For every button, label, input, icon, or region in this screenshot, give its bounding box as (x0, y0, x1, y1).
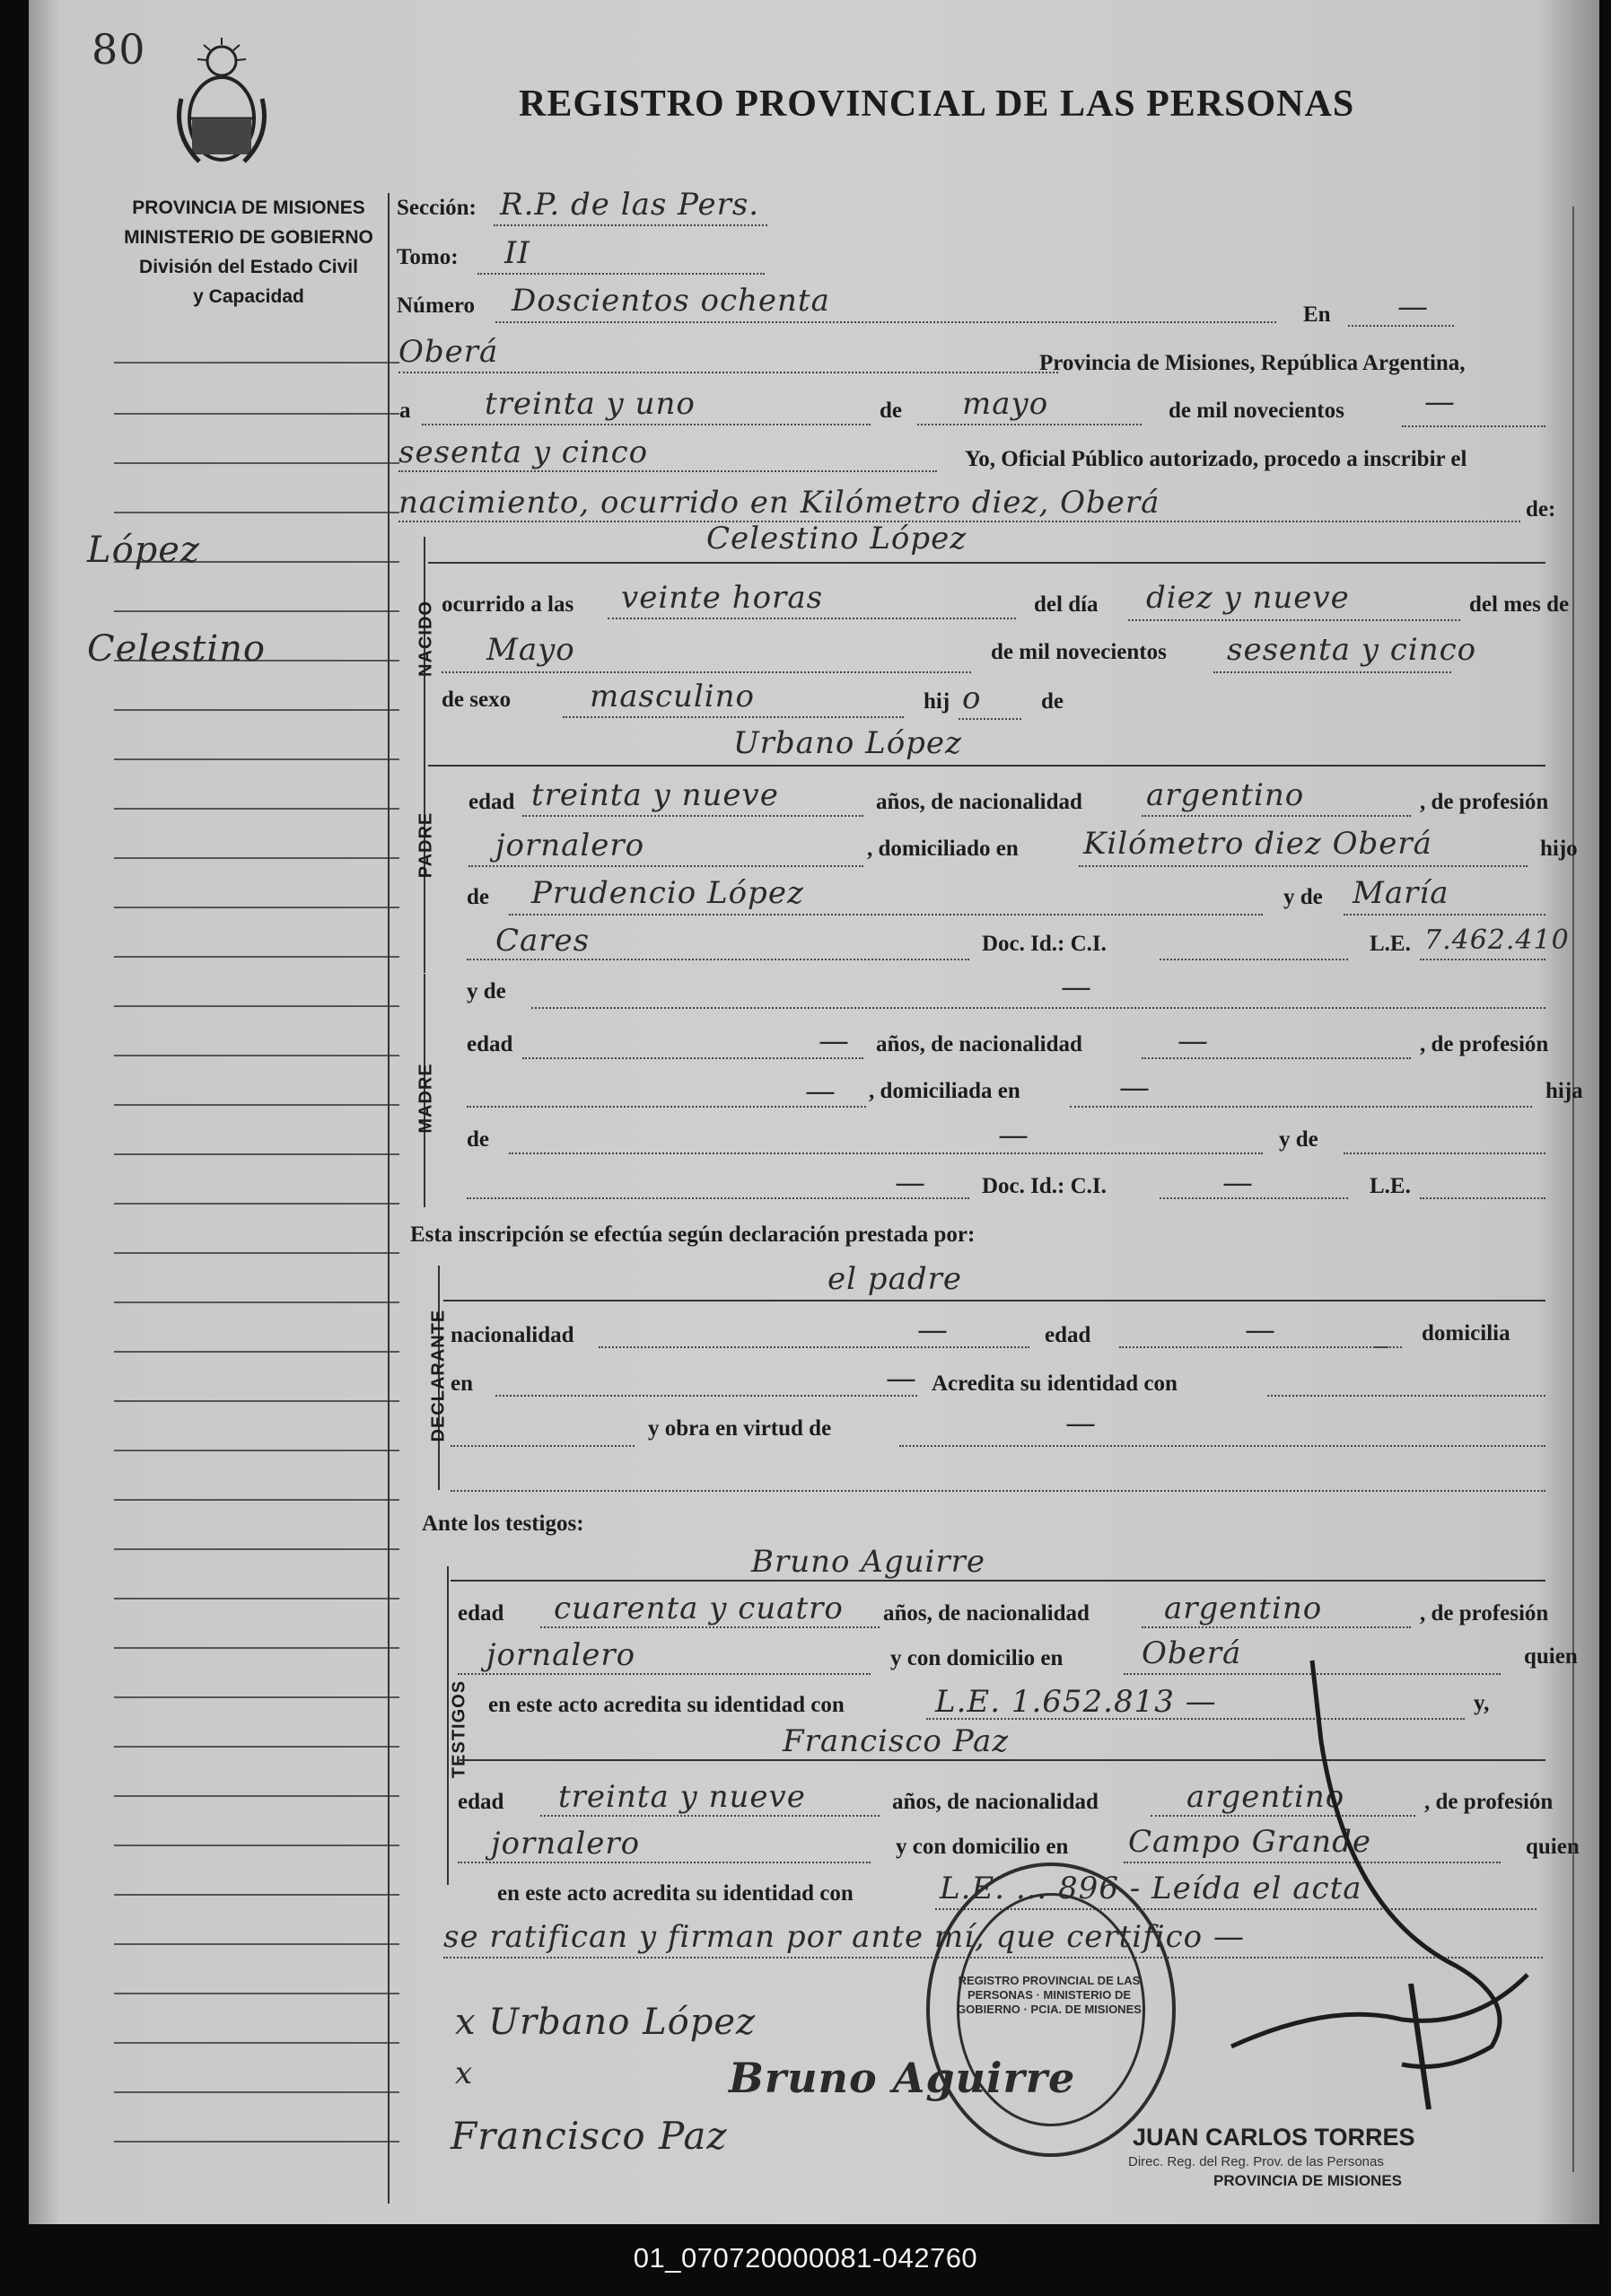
testigo2-nac: argentino (1186, 1779, 1345, 1815)
official-seal (926, 1862, 1176, 2157)
seal-text: REGISTRO PROVINCIAL DE LAS PERSONAS · MINISTERIO DE GOBIERNO · PCIA. DE MISIONES (957, 1974, 1142, 2016)
firma-urbano: x Urbano López (455, 2002, 757, 2043)
padre-prof-value: jornalero (495, 828, 645, 863)
anio-nac-value: sesenta y cinco (1227, 632, 1477, 668)
stamp-name: JUAN CARLOS TORRES (1133, 2124, 1415, 2151)
section-label-declarante: DECLARANTE (428, 1309, 449, 1442)
declarante-dash-4: — (1065, 1406, 1097, 1442)
declarante-dash-3: — (886, 1361, 917, 1397)
de-mil-label: de mil novecientos (1169, 399, 1344, 423)
t2-anos-nac-label: años, de nacionalidad (892, 1790, 1099, 1814)
padre-edad-value: treinta y nueve (531, 777, 779, 813)
del-dia-label: del día (1034, 592, 1099, 617)
numero-label: Número (397, 294, 476, 318)
nacido-nombre: Celestino López (706, 521, 967, 556)
t1-y-label: y, (1474, 1691, 1490, 1715)
testigo1-dom: Oberá (1142, 1635, 1242, 1671)
yo-oficial-label: Yo, Oficial Público autorizado, procedo a inscribir el (965, 447, 1467, 471)
edad-label: edad (468, 790, 515, 814)
declarante-dash-2: — (1245, 1312, 1276, 1348)
mes-value: mayo (962, 386, 1049, 422)
signature-stroke-icon (1222, 1643, 1545, 2154)
dia-value: treinta y uno (485, 386, 696, 422)
madre-dash-1: — (1061, 969, 1092, 1005)
de-profesion-label: , de profesión (1420, 790, 1549, 814)
stamp-province: PROVINCIA DE MISIONES (1213, 2172, 1403, 2189)
margin-given-name: Celestino (87, 628, 266, 670)
anos-nac-label: años, de nacionalidad (876, 790, 1082, 814)
de-label-3: de (467, 885, 489, 909)
document-page (29, 0, 1599, 2224)
testigo2-dom: Campo Grande (1128, 1824, 1372, 1860)
mil-value: — (1424, 384, 1456, 420)
hij-suffix: o (962, 680, 982, 716)
de-colon-label: de: (1526, 497, 1556, 521)
madre-dash-8: — (1222, 1165, 1254, 1201)
issuer-ministry: MINISTERIO DE GOBIERNO (124, 227, 373, 248)
testigo2-doc: L.E. ... 896 - Leída el acta (940, 1871, 1362, 1906)
seccion-label: Sección: (397, 196, 477, 220)
testigo2-prof: jornalero (491, 1826, 641, 1862)
firma-francisco: Francisco Paz (451, 2114, 728, 2158)
hij-label: hij (924, 689, 950, 714)
t2-domicilio-label: y con domicilio en (896, 1835, 1069, 1859)
provincia-label: Provincia de Misiones, República Argentina, (1039, 351, 1466, 375)
tomo-label: Tomo: (397, 245, 459, 269)
padre-padre-value: Prudencio López (531, 875, 804, 911)
madre-le-label: L.E. (1370, 1174, 1411, 1198)
issuer-capacity: y Capacidad (193, 286, 304, 307)
en-value: — (1397, 289, 1429, 325)
testigo2-nombre: Francisco Paz (783, 1723, 1010, 1759)
issuer-province: PROVINCIA DE MISIONES (132, 197, 365, 218)
madre-dash-2: — (819, 1023, 850, 1059)
madre-doc-id-label: Doc. Id.: C.I. (982, 1174, 1107, 1198)
testigo1-nac: argentino (1164, 1591, 1323, 1626)
t1-quien-label: quien (1524, 1644, 1578, 1669)
section-label-nacido: NACIDO (416, 600, 436, 677)
de-sexo-label: de sexo (442, 688, 512, 712)
t1-profesion-label: , de profesión (1420, 1601, 1549, 1626)
issuer-division: División del Estado Civil (139, 257, 358, 277)
tomo-value: II (504, 235, 530, 271)
obra-label: y obra en virtud de (648, 1416, 832, 1441)
del-mes-label: del mes de (1469, 592, 1570, 617)
doc-id-label: Doc. Id.: C.I. (982, 932, 1107, 956)
declarante-dash-1: — (917, 1312, 949, 1348)
madre-y-de-label-2: y de (1279, 1127, 1318, 1152)
domiciliada-label: , domiciliada en (869, 1079, 1020, 1103)
testigo1-nombre: Bruno Aguirre (751, 1544, 986, 1580)
madre-anos-nac-label: años, de nacionalidad (876, 1032, 1082, 1056)
padre-madre2-value: Cares (495, 923, 591, 959)
margin-surname: López (87, 530, 200, 571)
padre-nombre: Urbano López (733, 725, 962, 761)
t1-anos-nac-label: años, de nacionalidad (883, 1601, 1090, 1626)
acredita-label: Acredita su identidad con (932, 1371, 1178, 1396)
t2-en-acto-label: en este acto acredita su identidad con (497, 1881, 854, 1906)
ante-testigos-label: Ante los testigos: (422, 1512, 584, 1536)
de-label: de (880, 399, 902, 423)
section-label-padre: PADRE (416, 811, 436, 879)
lugar-value: Oberá (398, 334, 499, 370)
hora-value: veinte horas (621, 580, 824, 616)
madre-dash-6: — (998, 1117, 1029, 1153)
testigo1-prof: jornalero (486, 1637, 636, 1673)
edad2-label: edad (1045, 1323, 1091, 1347)
padre-madre1-value: María (1353, 875, 1449, 911)
numero-value: Doscientos ochenta (512, 283, 830, 319)
nacionalidad-label: nacionalidad (451, 1323, 574, 1347)
section-label-madre: MADRE (416, 1063, 436, 1134)
seccion-value: R.P. de las Pers. (500, 187, 760, 223)
madre-dash-4: — (805, 1074, 836, 1109)
t1-domicilio-label: y con domicilio en (890, 1646, 1064, 1670)
madre-profesion-label: , de profesión (1420, 1032, 1549, 1056)
madre-y-de-label: y de (467, 979, 506, 1003)
mes-nac-value: Mayo (486, 632, 575, 668)
section-label-testigos: TESTIGOS (449, 1679, 469, 1779)
page-title: REGISTRO PROVINCIAL DE LAS PERSONAS (519, 83, 1355, 125)
declarante-value: el padre (827, 1261, 962, 1297)
domicilia-label: domicilia (1422, 1321, 1510, 1345)
madre-dash-3: — (1178, 1023, 1209, 1059)
firma-bruno: Bruno Aguirre (729, 2054, 1076, 2102)
padre-le-value: 7.462.410 (1424, 925, 1570, 956)
ocurrido-label: ocurrido a las (442, 592, 574, 617)
right-rule (1572, 206, 1574, 2172)
issuer-block (83, 193, 415, 311)
a-label: a (399, 399, 411, 423)
de-label-2: de (1041, 689, 1064, 714)
firma-x: x (455, 2055, 474, 2091)
madre-edad-label: edad (467, 1032, 513, 1056)
sexo-value: masculino (590, 679, 756, 714)
esta-inscripcion-label: Esta inscripción se efectúa según declaración prestada por: (410, 1222, 976, 1247)
main-rule (388, 193, 390, 2204)
domiciliado-label: , domiciliado en (867, 837, 1019, 861)
acto-value: nacimiento, ocurrido en Kilómetro diez, Oberá (398, 485, 1160, 521)
testigo1-doc: L.E. 1.652.813 — (935, 1684, 1217, 1720)
madre-de-label: de (467, 1127, 489, 1152)
anio-value: sesenta y cinco (398, 434, 649, 470)
corner-number: 80 (92, 25, 146, 74)
t2-quien-label: quien (1526, 1835, 1580, 1859)
dia-nac-value: diez y nueve (1146, 580, 1350, 616)
testigo1-edad: cuarenta y cuatro (554, 1591, 844, 1626)
madre-dash-5: — (1119, 1070, 1151, 1106)
hija-label: hija (1545, 1079, 1583, 1103)
padre-dom-value: Kilómetro diez Oberá (1083, 826, 1432, 862)
cierre-value: se ratifican y firman por ante mí, que certifico — (443, 1919, 1245, 1955)
en2-label: en (451, 1371, 473, 1396)
coat-of-arms-icon (172, 36, 271, 171)
de-mil2-label: de mil novecientos (991, 640, 1167, 664)
t2-profesion-label: , de profesión (1424, 1790, 1554, 1814)
en-label: En (1303, 302, 1331, 327)
testigo2-edad: treinta y nueve (558, 1779, 806, 1815)
padre-nac-value: argentino (1146, 777, 1305, 813)
t2-edad-label: edad (458, 1790, 504, 1814)
hijo-label: hijo (1540, 837, 1578, 861)
y-de-label: y de (1283, 885, 1323, 909)
t1-edad-label: edad (458, 1601, 504, 1626)
t1-en-acto-label: en este acto acredita su identidad con (488, 1693, 845, 1717)
image-caption: 01_070720000081-042760 (633, 2242, 978, 2274)
stamp-subtitle: Direc. Reg. del Reg. Prov. de las Personas (1128, 2154, 1384, 2169)
le-label: L.E. (1370, 932, 1411, 956)
madre-dash-7: — (895, 1165, 926, 1201)
